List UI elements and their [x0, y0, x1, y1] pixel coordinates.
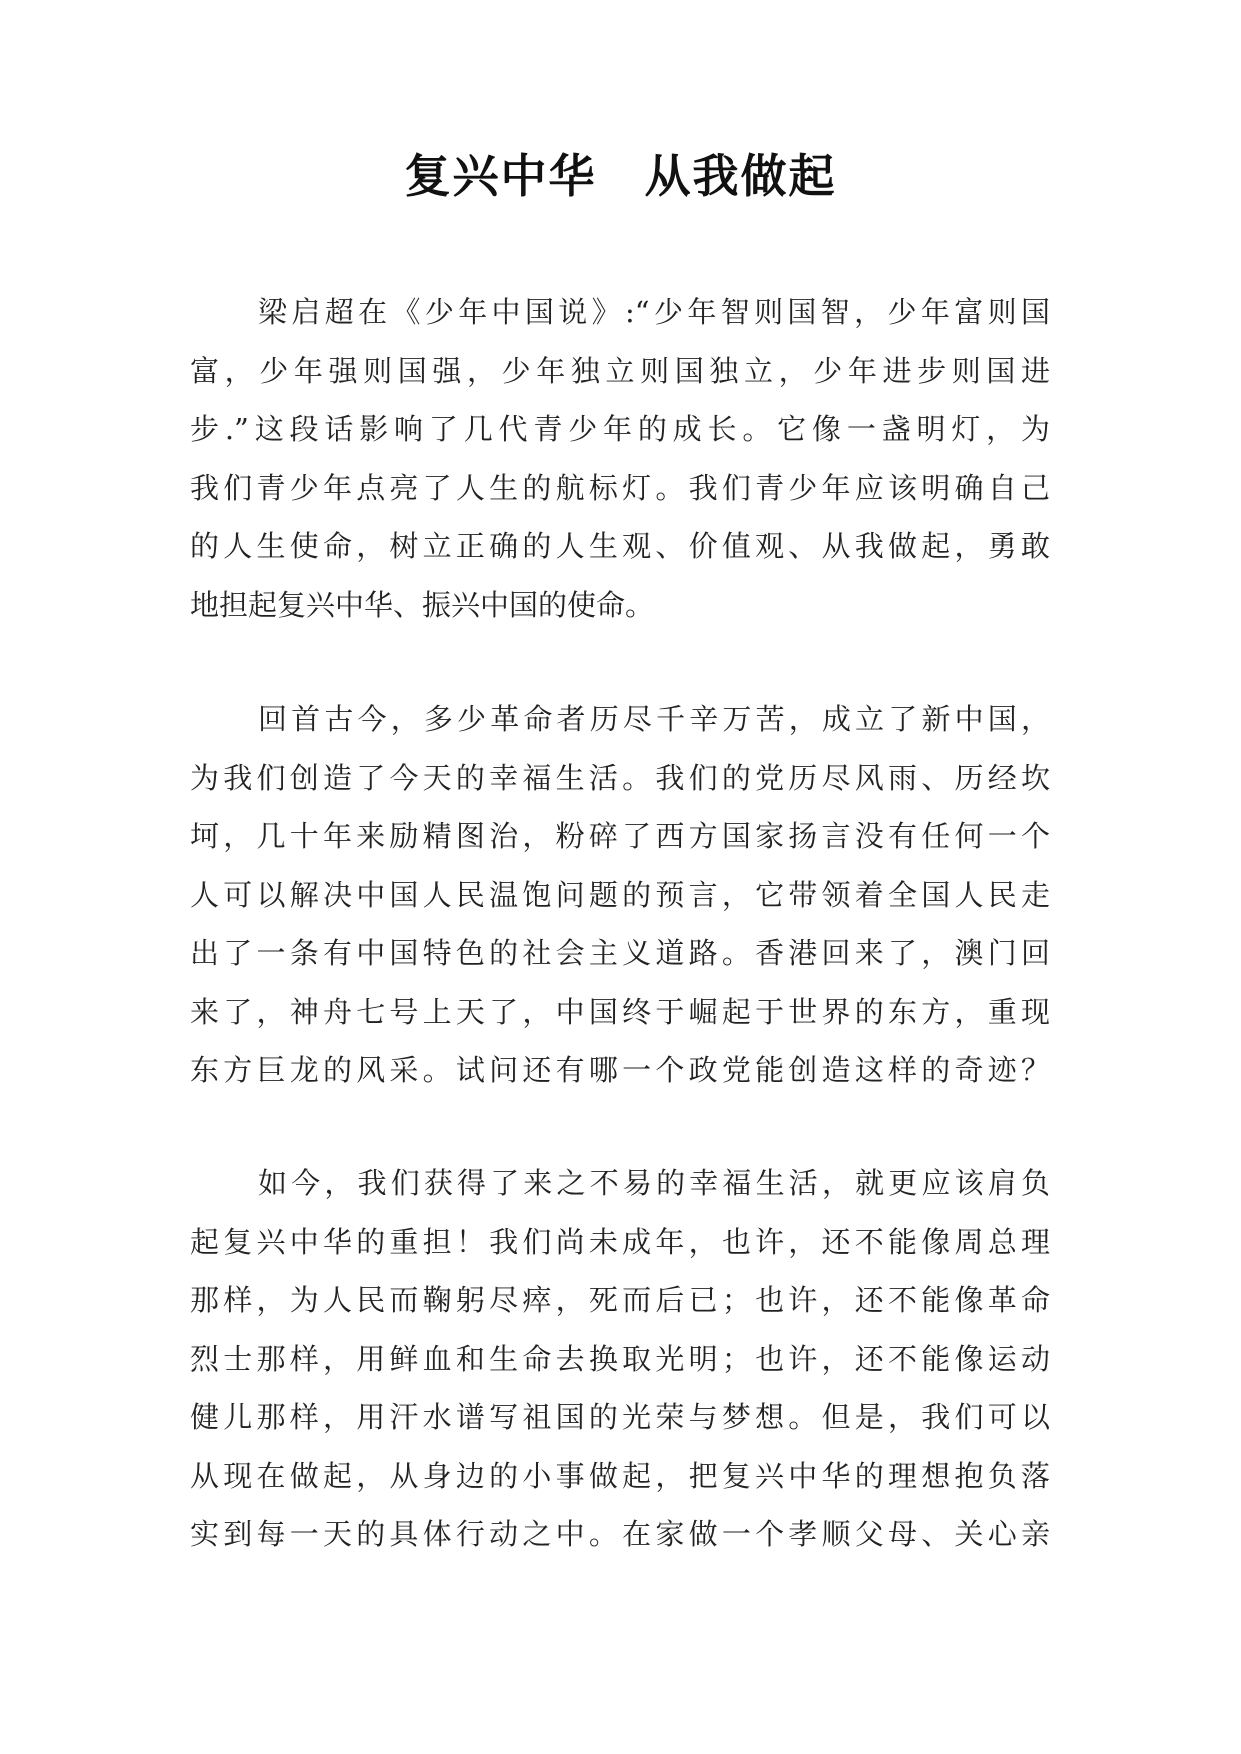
paragraph-line: 人可以解决中国人民温饱问题的预言，它带领着全国人民走	[190, 877, 1050, 912]
paragraph-line: 东方巨龙的风采。试问还有哪一个政党能创造这样的奇迹？	[190, 1053, 1050, 1087]
paragraph-line: 坷，几十年来励精图治，粉碎了西方国家扬言没有任何一个	[190, 819, 1050, 853]
paragraph-line: 的人生使命，树立正确的人生观、价值观、从我做起，勇敢	[190, 529, 1050, 563]
paragraph-line: 富，少年强则国强，少年独立则国独立，少年进步则国进	[190, 353, 1050, 388]
paragraph-line: 为我们创造了今天的幸福生活。我们的党历尽风雨、历经坎	[190, 760, 1050, 795]
paragraph-line: 健儿那样，用汗水谱写祖国的光荣与梦想。但是，我们可以	[190, 1400, 1050, 1434]
paragraph-line: 回首古今，多少革命者历尽千辛万苦，成立了新中国，	[258, 702, 1050, 736]
paragraph-line: 那样，为人民而鞠躬尽瘁，死而后已；也许，还不能像革命	[190, 1283, 1050, 1317]
paragraph-line: 来了，神舟七号上天了，中国终于崛起于世界的东方，重现	[190, 994, 1050, 1029]
paragraph-line: 出了一条有中国特色的社会主义道路。香港回来了，澳门回	[190, 936, 1050, 970]
paragraph-line: 起复兴中华的重担！我们尚未成年，也许，还不能像周总理	[190, 1224, 1050, 1259]
paragraph-line: 我们青少年点亮了人生的航标灯。我们青少年应该明确自己	[190, 470, 1050, 505]
paragraph-line: 步.”这段话影响了几代青少年的成长。它像一盏明灯，为	[190, 412, 1050, 446]
paragraph-line: 如今，我们获得了来之不易的幸福生活，就更应该肩负	[258, 1166, 1050, 1200]
paragraph-line: 实到每一天的具体行动之中。在家做一个孝顺父母、关心亲	[190, 1517, 1050, 1551]
paragraph-line: 地担起复兴中华、振兴中国的使命。	[190, 587, 655, 622]
paragraph-line: 从现在做起，从身边的小事做起，把复兴中华的理想抱负落	[190, 1458, 1050, 1493]
paragraph-1	[190, 283, 1050, 634]
document-title: 复兴中华 从我做起	[404, 149, 837, 203]
paragraph-3	[190, 1154, 1050, 1564]
paragraph-line: 烈士那样，用鲜血和生命去换取光明；也许，还不能像运动	[190, 1341, 1050, 1376]
paragraph-line: 梁启超在《少年中国说》:“少年智则国智，少年富则国	[258, 295, 1050, 329]
paragraph-2	[190, 690, 1050, 1100]
